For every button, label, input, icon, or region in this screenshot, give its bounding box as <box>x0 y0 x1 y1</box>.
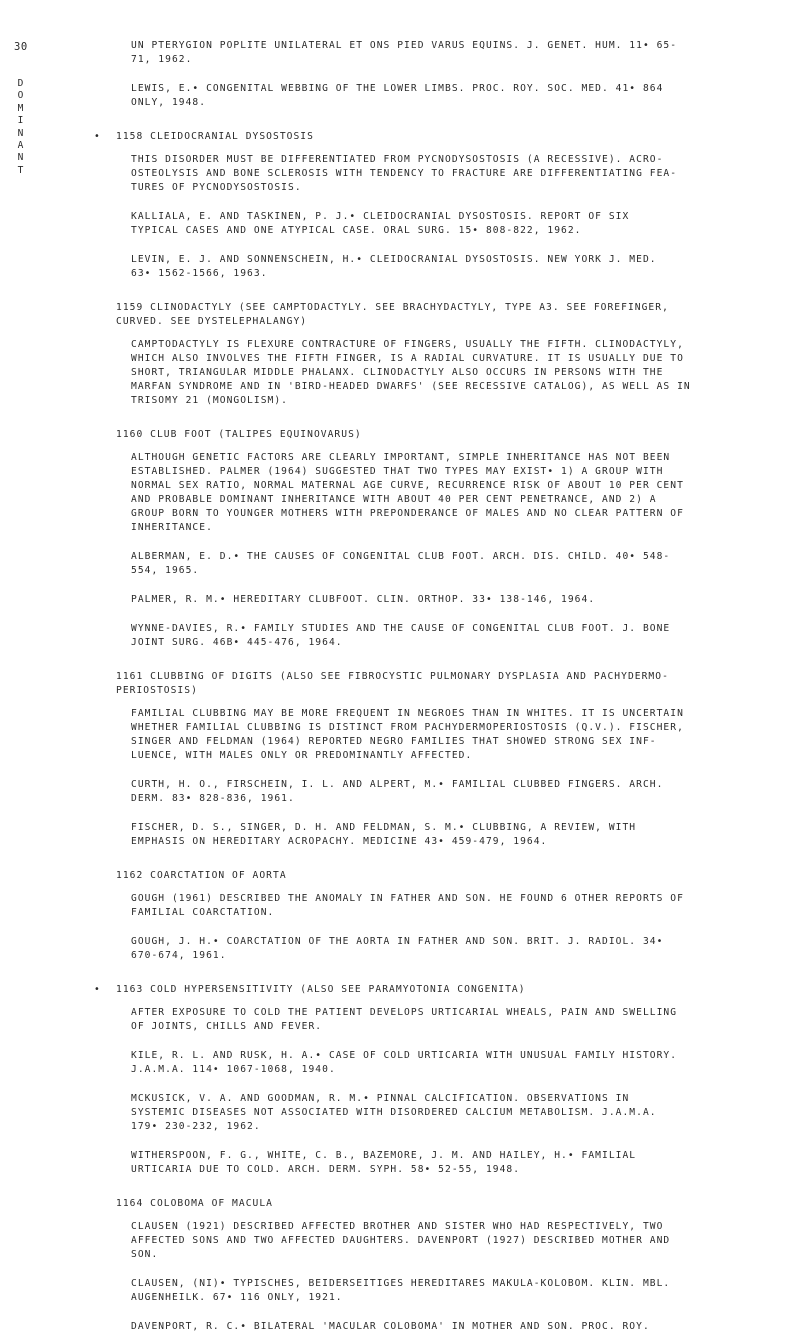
entry-description: GOUGH (1961) DESCRIBED THE ANOMALY IN FATHER AND SON. HE FOUND 6 OTHER REPORTS OF FAMILIAL COARCTATION. <box>131 893 684 918</box>
reference: LEVIN, E. J. AND SONNENSCHEIN, H.• CLEIDOCRANIAL DYSOSTOSIS. NEW YORK J. MED. 63• 1562-1566, 1963. <box>131 254 657 279</box>
entry-heading <box>116 1197 756 1211</box>
side-letter: N <box>17 127 25 139</box>
reference: MCKUSICK, V. A. AND GOODMAN, R. M.• PINNAL CALCIFICATION. OBSERVATIONS IN SYSTEMIC DISEASES NOT ASSOCIATED WITH DISORDERED CALCIUM METABOLISM. J.A.M.A. 179• 230-232, 1962. <box>131 1093 657 1132</box>
entry-description: THIS DISORDER MUST BE DIFFERENTIATED FROM PYCNODYSOSTOSIS (A RECESSIVE). ACRO- OSTEOLYSIS AND BONE SCLEROSIS WITH TENDENCY TO FRACTURE ARE DIFFERENTIATING FEA- TURES OF PYCNODYSOSTOSIS. <box>131 154 678 193</box>
reference: GOUGH, J. H.• COARCTATION OF THE AORTA IN FATHER AND SON. BRIT. J. RADIOL. 34• 670-674, 1961. <box>131 936 664 961</box>
reference: WYNNE-DAVIES, R.• FAMILY STUDIES AND THE CAUSE OF CONGENITAL CLUB FOOT. J. BONE JOINT SURG. 46B• 445-476, 1964. <box>131 623 671 648</box>
reference: WITHERSPOON, F. G., WHITE, C. B., BAZEMORE, J. M. AND HAILEY, H.• FAMILIAL URTICARIA DUE TO COLD. ARCH. DERM. SYPH. 58• 52-55, 1948. <box>131 1150 637 1175</box>
reference: ALBERMAN, E. D.• THE CAUSES OF CONGENITAL CLUB FOOT. ARCH. DIS. CHILD. 40• 548- 554, 1965. <box>131 551 671 576</box>
reference: KILE, R. L. AND RUSK, H. A.• CASE OF COLD URTICARIA WITH UNUSUAL FAMILY HISTORY. J.A.M.A. 114• 1067-1068, 1940. <box>131 1050 678 1075</box>
reference: UN PTERYGION POPLITE UNILATERAL ET ONS PIED VARUS EQUINS. J. GENET. HUM. 11• 65- 71, 1962. <box>131 40 678 65</box>
reference: CURTH, H. O., FIRSCHEIN, I. L. AND ALPERT, M.• FAMILIAL CLUBBED FINGERS. ARCH. DERM. 83• 828-836, 1961. <box>131 779 664 804</box>
entry-heading-text: 1161 CLUBBING OF DIGITS (ALSO SEE FIBROCYSTIC PULMONARY DYSPLASIA AND PACHYDERMO- PERIOSTOSIS) <box>116 671 669 696</box>
entry-heading-text: 1162 COARCTATION OF AORTA <box>116 870 287 881</box>
reference: CLAUSEN, (NI)• TYPISCHES, BEIDERSEITIGES HEREDITARES MAKULA-KOLOBOM. KLIN. MBL. AUGENHEILK. 67• 116 ONLY, 1921. <box>131 1278 671 1303</box>
entry-heading <box>116 428 756 442</box>
entry-description: FAMILIAL CLUBBING MAY BE MORE FREQUENT IN NEGROES THAN IN WHITES. IT IS UNCERTAIN WHETHER FAMILIAL CLUBBING IS DISTINCT FROM PACHYDERMOPERIOSTOSIS (Q.V.). FISCHER, SINGER AND FELDMAN (1964) REPORTED NEGRO FAMILIES THAT SHOWED STRONG SEX INF- LUENCE, WITH MALES ONLY OR PREDOMINANTLY AFFECTED. <box>131 708 684 761</box>
reference: FISCHER, D. S., SINGER, D. H. AND FELDMAN, S. M.• CLUBBING, A REVIEW, WITH EMPHASIS ON HEREDITARY ACROPACHY. MEDICINE 43• 459-479, 1964. <box>131 822 637 847</box>
side-letter: I <box>17 115 25 127</box>
entry-heading <box>94 130 756 144</box>
entry-heading <box>94 983 756 997</box>
side-label-dominant <box>16 78 26 177</box>
new-entry-marker: • <box>94 131 101 142</box>
entry-heading-text: 1158 CLEIDOCRANIAL DYSOSTOSIS <box>116 131 314 142</box>
entry-description: AFTER EXPOSURE TO COLD THE PATIENT DEVELOPS URTICARIAL WHEALS, PAIN AND SWELLING OF JOINTS, CHILLS AND FEVER. <box>131 1007 678 1032</box>
entry-heading-text: 1159 CLINODACTYLY (SEE CAMPTODACTYLY. SEE BRACHYDACTYLY, TYPE A3. SEE FOREFINGER, CURVED. SEE DYSTELEPHALANGY) <box>116 302 669 327</box>
side-letter: T <box>17 164 25 176</box>
side-letter: M <box>17 102 25 114</box>
entry-heading-text: 1164 COLOBOMA OF MACULA <box>116 1198 273 1209</box>
entry-description: CLAUSEN (1921) DESCRIBED AFFECTED BROTHER AND SISTER WHO HAD RESPECTIVELY, TWO AFFECTED SONS AND TWO AFFECTED DAUGHTERS. DAVENPORT (1927) DESCRIBED MOTHER AND SON. <box>131 1221 671 1260</box>
entry-heading <box>116 670 756 698</box>
reference: DAVENPORT, R. C.• BILATERAL 'MACULAR COLOBOMA' IN MOTHER AND SON. PROC. ROY. <box>131 1321 650 1332</box>
reference: KALLIALA, E. AND TASKINEN, P. J.• CLEIDOCRANIAL DYSOSTOSIS. REPORT OF SIX TYPICAL CASES AND ONE ATYPICAL CASE. ORAL SURG. 15• 808-822, 1962. <box>131 211 630 236</box>
entry-description: ALTHOUGH GENETIC FACTORS ARE CLEARLY IMPORTANT, SIMPLE INHERITANCE HAS NOT BEEN ESTABLISHED. PALMER (1964) SUGGESTED THAT TWO TYPES MAY EXIST• 1) A GROUP WITH NORMAL SEX RATIO, NORMAL MATERNAL AGE CURVE, RECURRENCE RISK OF ABOUT 10 PER CENT AND PROBABLE DOMINANT INHERITANCE WITH ABOUT 40 PER CENT PENETRANCE, AND 2) A GROUP BORN TO YOUNGER MOTHERS WITH PREPONDERANCE OF MALES AND NO CLEAR PATTERN OF INHERITANCE. <box>131 452 684 533</box>
catalog-entries <box>94 39 756 1334</box>
entry-heading <box>116 869 756 883</box>
reference: PALMER, R. M.• HEREDITARY CLUBFOOT. CLIN. ORTHOP. 33• 138-146, 1964. <box>131 594 596 605</box>
entry-heading-text: 1163 COLD HYPERSENSITIVITY (ALSO SEE PARAMYOTONIA CONGENITA) <box>116 984 526 995</box>
new-entry-marker: • <box>94 984 101 995</box>
side-letter: A <box>17 140 25 152</box>
page-number: 30 <box>14 41 28 53</box>
entry-heading-text: 1160 CLUB FOOT (TALIPES EQUINOVARUS) <box>116 429 362 440</box>
side-letter: D <box>17 78 25 89</box>
reference: LEWIS, E.• CONGENITAL WEBBING OF THE LOWER LIMBS. PROC. ROY. SOC. MED. 41• 864 ONLY, 1948. <box>131 83 664 108</box>
entry-heading <box>116 301 756 329</box>
entry-description: CAMPTODACTYLY IS FLEXURE CONTRACTURE OF FINGERS, USUALLY THE FIFTH. CLINODACTYLY, WHICH ALSO INVOLVES THE FIFTH FINGER, IS A RADIAL CURVATURE. IT IS USUALLY DUE TO SHORT, TRIANGULAR MIDDLE PHALANX. CLINODACTYLY ALSO OCCURS IN PERSONS WITH THE MARFAN SYNDROME AND IN 'BIRD-HEADED DWARFS' (SEE RECESSIVE CATALOG), AS WELL AS IN TRISOMY 21 (MONGOLISM). <box>131 339 691 406</box>
side-letter: O <box>17 90 25 102</box>
side-letter: N <box>17 152 25 164</box>
